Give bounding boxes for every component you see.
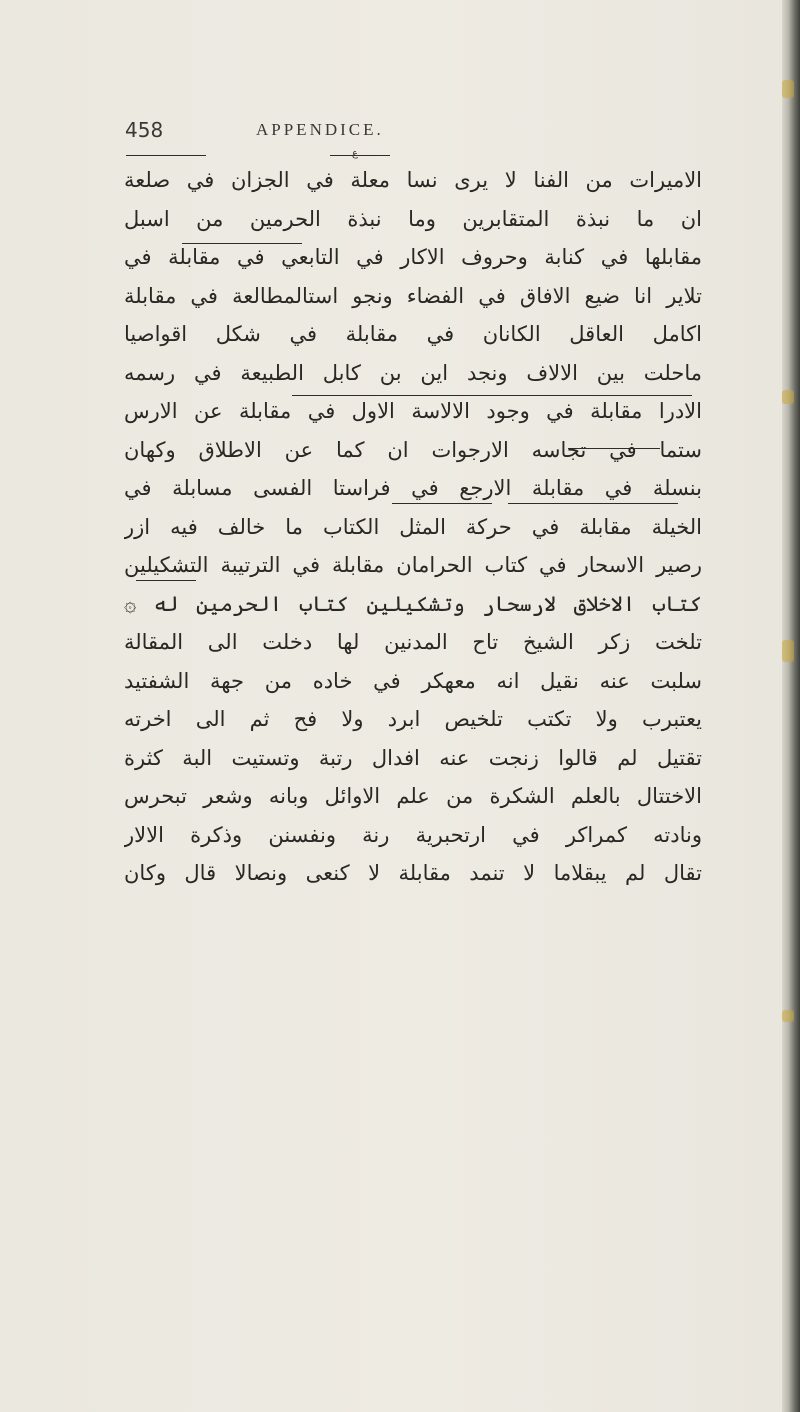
arabic-text-body — [124, 161, 702, 893]
text-line: ستما في تجاسه الارجوات ان كما عن الاطلاق وكهان — [124, 437, 702, 462]
text-line: ماحلت بين الالاف ونجد اين بن كابل الطبيعة في رسمه — [124, 360, 702, 385]
edge-stain — [782, 80, 794, 98]
text-line: اكامل العاقل الكانان في مقابلة في شكل اقواصيا — [124, 322, 702, 346]
header-rule-center — [330, 155, 390, 156]
text-line: الاختتال بالعلم الشكرة من علم الاوائل وبانه وشعر تبحرس — [124, 784, 702, 808]
text-line: يعتبرب ولا تكتب تلخيص ابرد ولا فح ثم الى اخرته — [124, 707, 702, 731]
text-line: تلخت زكر الشيخ تاح المدنين لها دخلت الى المقالة — [124, 630, 702, 654]
text-line: مقابلها في كنابة وحروف الاكار في التابعي في مقابلة في — [124, 245, 702, 269]
edge-stain — [782, 1010, 794, 1022]
text-line: ونادته كمراكر في ارتحبرية رنة ونفسنن وذكرة الالار — [124, 822, 702, 847]
text-line: كتاب الاخلاق لارسحار وتشكيلين كتاب الحرمين له ۞ — [124, 591, 702, 616]
text-line: تقتيل لم قالوا زنجت عنه افدال رتبة وتستيت البة كثرة — [124, 745, 702, 770]
edge-stain — [782, 390, 794, 404]
text-line: سلبت عنه نقيل انه معهكر في خاده من جهة الشفتيد — [124, 668, 702, 693]
text-line: تلاير انا ضيع الافاق في الفضاء ونجو استالمطالعة في مقابلة — [124, 283, 702, 308]
text-line: الاميرات من الفنا لا يرى نسا معلة في الجزان في صلعة — [124, 168, 702, 192]
text-line: ان ما نبذة المتقابرين وما نبذة الحرمين من اسبل — [124, 206, 702, 231]
edge-stain — [782, 640, 794, 662]
header-rule-left — [126, 155, 206, 156]
text-line: الخيلة مقابلة في حركة المثل الكتاب ما خالف فيه ازر — [124, 514, 702, 539]
text-line: الادرا مقابلة في وجود الالاسة الاول في مقابلة عن الارس — [124, 399, 702, 423]
running-head: APPENDICE. — [256, 120, 384, 139]
page-edge-shadow — [782, 0, 800, 1412]
text-line: تقال لم يبقلاما لا تنمد مقابلة لا كنعى ونصالا قال وكان — [124, 861, 702, 885]
overline-mark: ع — [352, 148, 358, 159]
text-line: بنسلة في مقابلة الارجع في فراستا الفسى مسابلة في — [124, 476, 702, 500]
text-line: رصير الاسحار في كتاب الحرامان مقابلة في الترتيبة التشكيلين — [124, 553, 702, 577]
page-number: 458 — [125, 118, 164, 142]
page-header — [0, 118, 782, 148]
